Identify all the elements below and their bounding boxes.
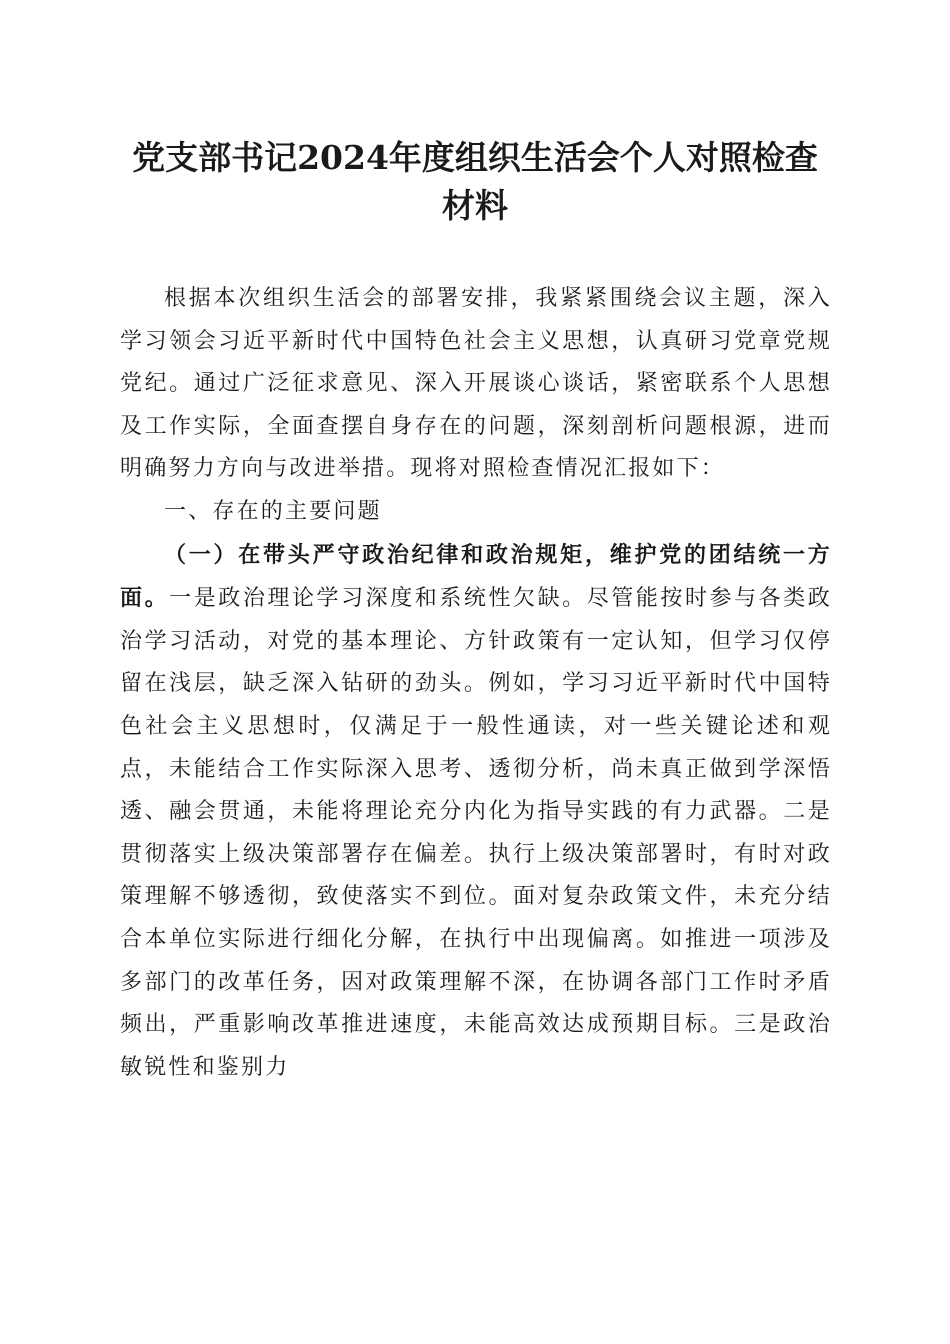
subsection-paragraph	[120, 534, 832, 1090]
subsection-lead: （一）在带头严守政治纪律和政治规矩，维护党的团结统一方面。	[120, 541, 832, 612]
document-body	[120, 278, 832, 1089]
section-heading: 一、存在的主要问题	[164, 498, 382, 524]
document-title: 党支部书记2024年度组织生活会个人对照检查材料	[132, 138, 818, 225]
subsection-body: 一是政治理论学习深度和系统性欠缺。尽管能按时参与各类政治学习活动，对党的基本理论、方针政策有一定认知，但学习仅停留在浅层，缺乏深入钻研的劲头。例如，学习习近平新时代中国特色社会主义思想时，仅满足于一般性通读，对一些关键论述和观点，未能结合工作实际深入思考、透彻分析，尚未真正做到学深悟透、融会贯通，未能将理论充分内化为指导实践的有力武器。二是贯彻落实上级决策部署存在偏差。执行上级决策部署时，有时对政策理解不够透彻，致使落实不到位。面对复杂政策文件，未充分结合本单位实际进行细化分解，在执行中出现偏离。如推进一项涉及多部门的改革任务，因对政策理解不深，在协调各部门工作时矛盾频出，严重影响改革推进速度，未能高效达成预期目标。三是政治敏锐性和鉴别力	[120, 586, 833, 1080]
intro-paragraph: 根据本次组织生活会的部署安排，我紧紧围绕会议主题，深入学习领会习近平新时代中国特色社会主义思想，认真研习党章党规党纪。通过广泛征求意见、深入开展谈心谈话，紧密联系个人思想及工作实际，全面查摆自身存在的问题，深刻剖析问题根源，进而明确努力方向与改进举措。现将对照检查情况汇报如下：	[120, 286, 832, 482]
